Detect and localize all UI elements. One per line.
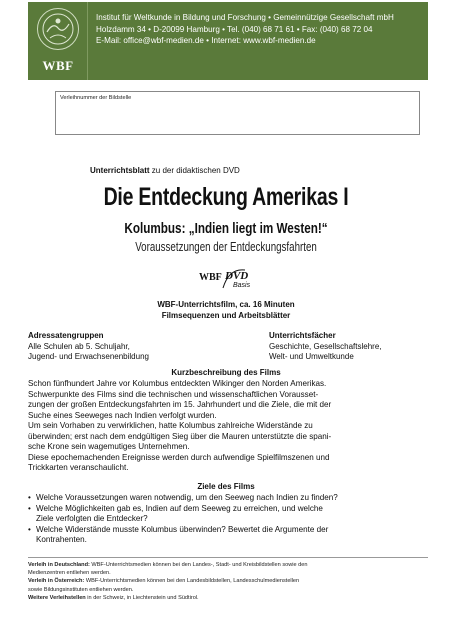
bullet-icon: • (28, 524, 31, 534)
subjects-line: Geschichte, Gesellschaftslehre, (269, 341, 382, 351)
footer-divider (28, 557, 428, 558)
subjects-line: Welt- und Umweltkunde (269, 352, 354, 361)
description-line: Suche eines Seeweges nach Indien verfolgt wurden. (28, 410, 217, 420)
list-item (28, 493, 428, 504)
globe-emblem-icon (37, 8, 79, 50)
dvd-logo-basis: Basis (233, 282, 251, 289)
description-line: Schon fünfhundert Jahre vor Kolumbus entdeckten Wikinger den Norden Amerikas. (28, 379, 327, 388)
goal-line: Ziele verfolgten die Entdecker? (36, 514, 148, 523)
list-item (28, 504, 428, 525)
page-title: Die Entdeckung Amerikas I (103, 183, 349, 211)
wbf-dvd-basis-logo (199, 264, 259, 296)
wbf-logo (28, 2, 88, 80)
footer-lending-info (28, 561, 428, 602)
subjects (269, 331, 382, 363)
description-line: zungen der großen Entdeckungsfahrten im 15. Jahrhundert und die Ziele, die mit der (28, 400, 332, 409)
description-line: Trickkarten veranschaulicht. (28, 463, 129, 472)
footer-other (28, 594, 428, 602)
page-subsubtitle: Voraussetzungen der Entdeckungsfahrten (135, 240, 317, 254)
footer-austria-text: WBF-Unterrichtsmedien können bei den Landesbildstellen, Landesschulmedienstellen (84, 578, 300, 585)
description-line: überwinden; erst nach dem endgültigen Sieg über die Mauren unterstützte die spani- (28, 431, 332, 441)
goal-line: Kontrahenten. (36, 535, 87, 544)
footer-austria-cont: sowie Bildungsinstituten entliehen werden. (28, 586, 134, 593)
footer-other-text: in der Schweiz, in Liechtenstein und Südtirol. (85, 594, 199, 601)
header-line-contact: E-Mail: office@wbf-medien.de • Internet: www.wbf-medien.de (96, 36, 316, 45)
description-text (28, 379, 428, 474)
logo-text: WBF (42, 58, 74, 73)
dvd-logo-wbf: WBF (199, 272, 222, 283)
header-line-address: Holzdamm 34 • D-20099 Hamburg • Tel. (040) 68 71 61 • Fax: (040) 68 72 04 (96, 24, 373, 34)
document-type (90, 166, 240, 175)
description-line: Um sein Vorhaben zu verwirklichen, hatte Kolumbus zahlreiche Widerstände zu (28, 421, 313, 430)
goal-line: Welche Widerstände musste Kolumbus überwinden? Bewertet die Argumente der (36, 524, 329, 534)
description-heading: Kurzbeschreibung des Films (171, 368, 281, 377)
description-line: sche Krone sein wagemutiges Unternehmen. (28, 442, 190, 451)
description-line: Schwerpunkte des Films sind die technischen und wissenschaftlichen Vorausset- (28, 389, 319, 399)
description-line: Diese epochemachenden Ereignisse werden durch aufwendige Spielfilmszenen und (28, 452, 330, 462)
footer-austria-bold: Verleih in Österreich: (28, 578, 85, 585)
goals-list (28, 493, 428, 546)
goal-line: Welche Möglichkeiten gab es, Indien auf dem Seeweg zu erreichen, und welche (36, 503, 323, 513)
target-groups (28, 331, 149, 363)
subjects-heading: Unterrichtsfächer (269, 331, 336, 340)
list-item (28, 525, 428, 546)
bullet-icon: • (28, 493, 31, 502)
page-subtitle: Kolumbus: „Indien liegt im Westen!“ (124, 220, 328, 237)
target-groups-heading: Adressatengruppen (28, 331, 104, 340)
document-type-bold: Unterrichtsblatt (90, 166, 150, 175)
header-address (88, 2, 394, 80)
bullet-icon: • (28, 503, 31, 513)
film-info-content: Filmsequenzen und Arbeitsblätter (161, 311, 291, 320)
header-banner (28, 2, 428, 80)
goals-heading: Ziele des Films (197, 482, 255, 491)
footer-other-bold: Weitere Verleihstellen (28, 594, 86, 601)
footer-germany-text: WBF-Unterrichtsmedien können bei den Landes-, Stadt- und Kreisbildstellen sowie den (89, 562, 308, 568)
film-info-duration: WBF-Unterrichtsfilm, ca. 16 Minuten (157, 300, 295, 309)
header-line-institute: Institut für Weltkunde in Bildung und Forschung • Gemeinnützige Gesellschaft mbH (96, 13, 394, 22)
target-groups-line: Jugend- und Erwachsenenbildung (28, 352, 149, 361)
footer-germany-bold: Verleih in Deutschland: (28, 562, 90, 568)
footer-austria (28, 577, 428, 585)
verleihnummer-label: Verleihnummer der Bildstelle (60, 95, 132, 101)
document-type-rest: zu der didaktischen DVD (149, 166, 240, 175)
footer-germany-cont: Medienzentren entliehen werden. (28, 570, 111, 577)
dvd-logo-dvd: DVD (225, 270, 249, 282)
goal-line: Welche Voraussetzungen waren notwendig, um den Seeweg nach Indien zu finden? (36, 493, 338, 502)
verleihnummer-box (55, 91, 420, 135)
target-groups-line: Alle Schulen ab 5. Schuljahr, (28, 341, 130, 351)
footer-germany (28, 561, 428, 569)
